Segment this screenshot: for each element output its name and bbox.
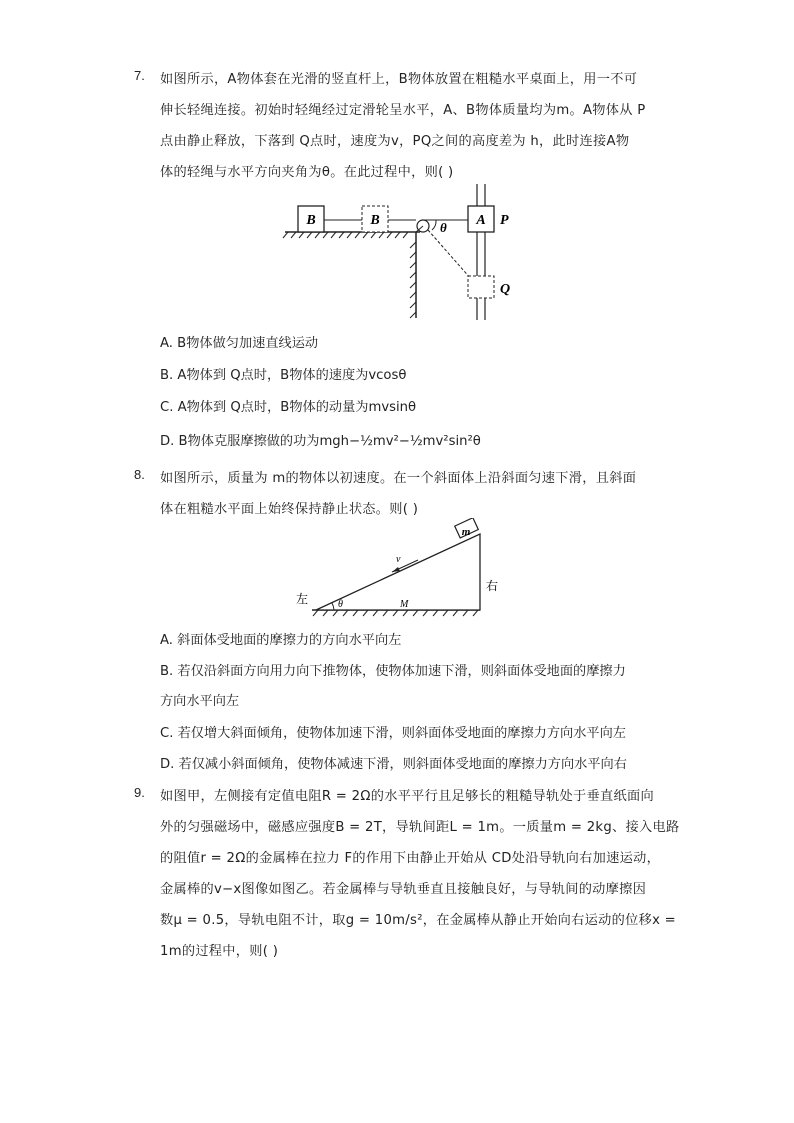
question-8-line-2: 体在粗糙水平面上始终保持静止状态。则( ) [160, 502, 419, 517]
question-9-line-5: 数μ = 0.5，导轨电阻不计，取g = 10m/s²，在金属棒从静止开始向右运动的位移x = [160, 913, 677, 928]
question-9-line-1: 如图甲，左侧接有定值电阻R = 2Ω的水平平行且足够长的粗糙导轨处于垂直纸面向 [160, 789, 654, 804]
question-8-line-1: 如图所示，质量为 m的物体以初速度。在一个斜面体上沿斜面匀速下滑，且斜面 [160, 471, 637, 486]
question-9-line-6: 1m的过程中，则( ) [160, 944, 279, 959]
question-7-option-a: A. B物体做匀加速直线运动 [160, 336, 319, 351]
pulley-diagram [280, 180, 540, 322]
question-7-option-c: C. A物体到 Q点时，B物体的动量为mvsinθ [160, 400, 417, 415]
question-9-line-3: 的阻值r = 2Ω的金属棒在拉力 F的作用下由静止开始从 CD处沿导轨向右加速运动， [160, 851, 661, 866]
theta-label: θ [338, 599, 343, 610]
question-7-line-3: 点由静止释放，下落到 Q点时，速度为v，PQ之间的高度差为 h，此时连接A物 [160, 134, 630, 149]
incline-diagram [288, 518, 510, 618]
question-7-line-2: 伸长轻绳连接。初始时轻绳经过定滑轮呈水平，A、B物体质量均为m。A物体从 P [160, 103, 646, 118]
question-8-option-c: C. 若仅增大斜面倾角，使物体加速下滑，则斜面体受地面的摩擦力方向水平向左 [160, 726, 626, 741]
question-8-option-b: B. 若仅沿斜面方向用力向下推物体，使物体加速下滑，则斜面体受地面的摩擦力 [160, 664, 626, 679]
incline-mass-label: M [400, 599, 409, 610]
table-edge-hatching [410, 242, 416, 318]
question-9-line-4: 金属棒的v−x图像如图乙。若金属棒与导轨垂直且接触良好，与导轨间的动摩擦因 [160, 882, 647, 897]
question-9-line-2: 外的匀强磁场中，磁感应强度B = 2T，导轨间距L = 1m。一质量m = 2kg、接入电路 [160, 820, 680, 835]
question-7-line-1: 如图所示，A物体套在光滑的竖直杆上，B物体放置在粗糙水平桌面上，用一不可 [160, 72, 638, 87]
ground-hatching [313, 610, 478, 616]
question-9-number: 9. [134, 785, 145, 800]
theta-label: θ [440, 220, 447, 235]
left-label: 左 [296, 592, 309, 606]
question-7-option-d: D. B物体克服摩擦做的功为mgh−½mv²−½mv²sin²θ [160, 434, 481, 449]
velocity-label: v [396, 554, 401, 565]
table-hatching [283, 232, 408, 238]
question-7-option-b: B. A物体到 Q点时，B物体的速度为vcosθ [160, 368, 407, 383]
question-8-number: 8. [134, 467, 145, 482]
block-b-final-label: B [370, 213, 380, 228]
right-label: 右 [486, 579, 499, 593]
point-q-label: Q [500, 282, 511, 297]
question-8-option-d: D. 若仅减小斜面倾角，使物体减速下滑，则斜面体受地面的摩擦力方向水平向右 [160, 757, 627, 772]
question-8-option-a: A. 斜面体受地面的摩擦力的方向水平向左 [160, 633, 402, 648]
theta-arc [432, 220, 436, 230]
point-p-label: P [500, 213, 509, 228]
question-7-number: 7. [134, 68, 145, 83]
block-b-label: B [306, 213, 316, 228]
block-a-at-q [468, 276, 494, 298]
question-7-line-4: 体的轻绳与水平方向夹角为θ。在此过程中，则( ) [160, 165, 454, 180]
rope-to-q [428, 230, 472, 280]
block-m-label: m [461, 526, 471, 538]
block-a-label: A [476, 213, 486, 228]
question-8-option-b-continued: 方向水平向左 [160, 694, 240, 709]
